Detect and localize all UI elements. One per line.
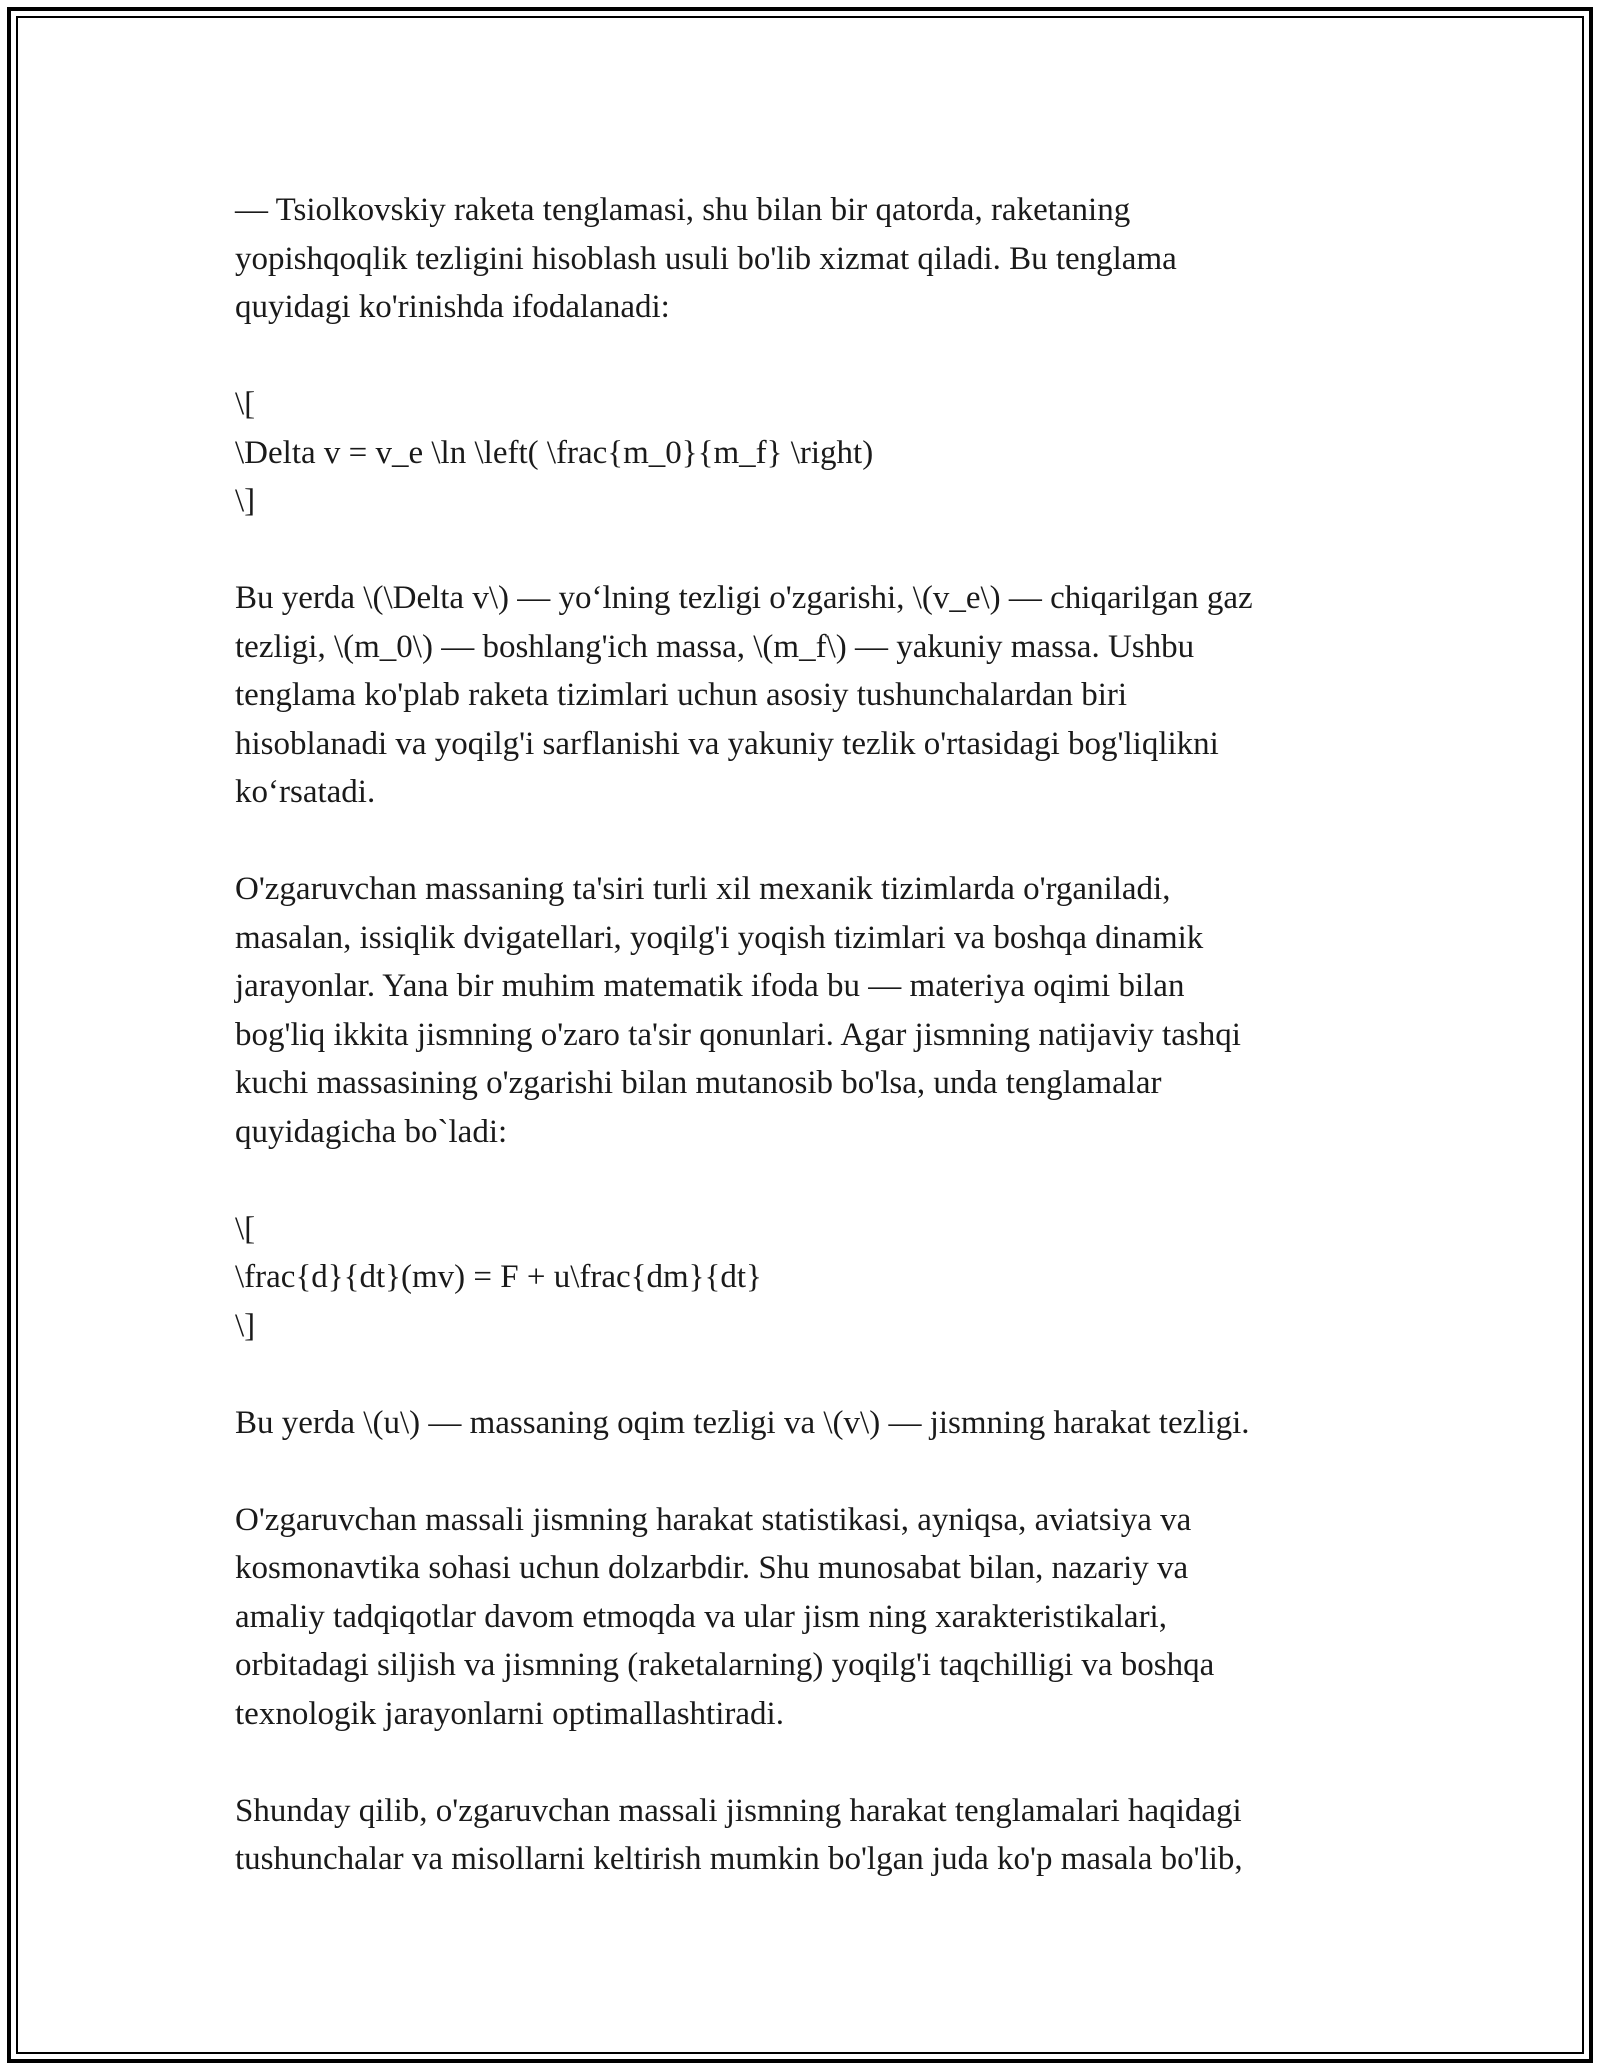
text-line: O'zgaruvchan massaning ta'siri turli xil mexanik tizimlarda o'rganiladi, [235, 871, 1171, 907]
text-line: Shunday qilib, o'zgaruvchan massali jismning harakat tenglamalari haqidagi [235, 1792, 1242, 1829]
text-line: quyidagi ko'rinishda ifodalanadi: [235, 289, 670, 325]
text-line: — Tsiolkovskiy raketa tenglamasi, shu bilan bir qatorda, raketaning [235, 192, 1131, 228]
text-line: tenglama ko'plab raketa tizimlari uchun asosiy tushunchalardan biri [235, 677, 1128, 713]
document-body [235, 186, 1390, 1932]
paragraph-variable-mass-effects [235, 865, 1390, 1156]
text-line: amaliy tadqiqotlar davom etmoqda va ular jism ning xarakteristikalari, [235, 1598, 1167, 1635]
text-line: Bu yerda \(u\) — massaning oqim tezligi va \(v\) — jismning harakat tezligi. [235, 1404, 1250, 1441]
text-line: tushunchalar va misollarni keltirish mumkin bo'lgan juda ko'p masala bo'lib, [235, 1841, 1243, 1877]
formula-momentum [235, 1205, 1390, 1351]
text-line: kuchi massasining o'zgarishi bilan mutanosib bo'lsa, unda tenglamalar [235, 1065, 1162, 1101]
formula-line: \[ [235, 386, 256, 422]
text-line: O'zgaruvchan massali jismning harakat statistikasi, ayniqsa, aviatsiya va [235, 1501, 1192, 1538]
text-line: texnologik jarayonlarni optimallashtiradi. [235, 1695, 784, 1732]
text-line: Bu yerda \(\Delta v\) — yo‘lning tezligi o'zgarishi, \(v_e\) — chiqarilgan gaz [235, 580, 1253, 616]
formula-line: \frac{d}{dt}(mv) = F + u\frac{dm}{dt} [235, 1259, 762, 1295]
formula-line: \] [235, 1307, 256, 1344]
paragraph-aviation-relevance [235, 1496, 1390, 1739]
text-line: tezligi, \(m_0\) — boshlang'ich massa, \(m_f\) — yakuniy massa. Ushbu [235, 628, 1195, 665]
text-line: kosmonavtika sohasi uchun dolzarbdir. Shu munosabat bilan, nazariy va [235, 1550, 1189, 1586]
formula-line: \] [235, 483, 256, 519]
paragraph-conclusion [235, 1787, 1390, 1884]
paragraph-tsiolkovskiy-intro [235, 186, 1390, 332]
text-line: masalan, issiqlik dvigatellari, yoqilg'i yoqish tizimlari va boshqa dinamik [235, 919, 1204, 956]
text-line: yopishqoqlik tezligini hisoblash usuli bo'lib xizmat qiladi. Bu tenglama [235, 240, 1177, 277]
text-line: ko‘rsatadi. [235, 774, 376, 810]
formula-line: \[ [235, 1210, 256, 1247]
text-line: orbitadagi siljish va jismning (raketalarning) yoqilg'i taqchilligi va boshqa [235, 1647, 1215, 1683]
paragraph-variable-definitions [235, 574, 1390, 817]
formula-tsiolkovskiy [235, 380, 1390, 526]
formula-line: \Delta v = v_e \ln \left( \frac{m_0}{m_f} \right) [235, 434, 874, 471]
text-line: hisoblanadi va yoqilg'i sarflanishi va yakuniy tezlik o'rtasidagi bog'liqlikni [235, 725, 1219, 762]
paragraph-flow-velocity [235, 1399, 1390, 1448]
text-line: bog'liq ikkita jismning o'zaro ta'sir qonunlari. Agar jismning natijaviy tashqi [235, 1016, 1241, 1053]
text-line: quyidagicha bo`ladi: [235, 1113, 508, 1150]
text-line: jarayonlar. Yana bir muhim matematik ifoda bu — materiya oqimi bilan [235, 968, 1185, 1004]
